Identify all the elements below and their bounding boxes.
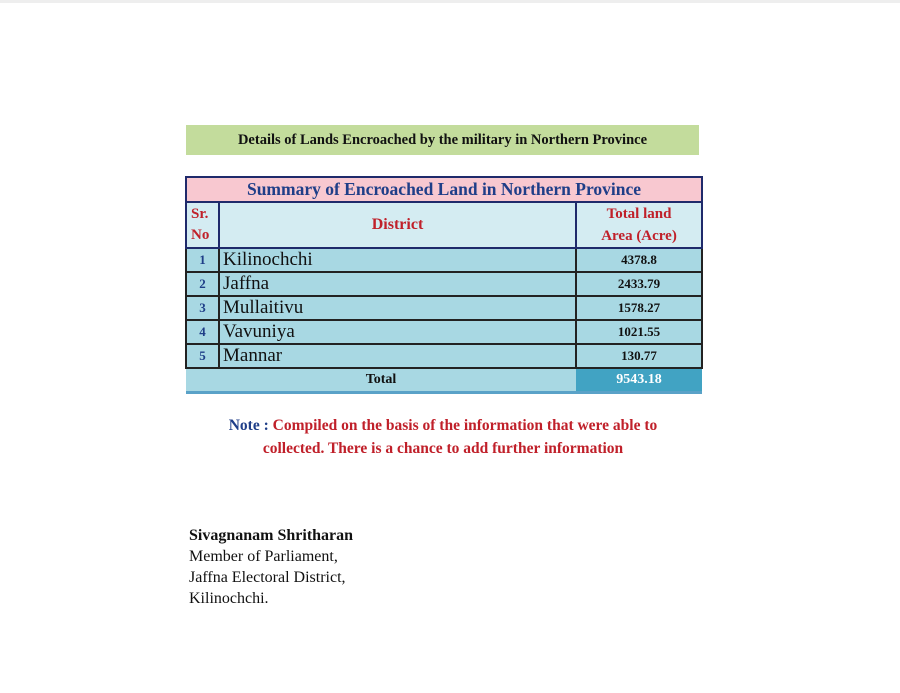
row-sr: 2: [186, 272, 219, 296]
signature-block: [189, 525, 353, 609]
table-row: [186, 320, 702, 344]
row-sr: 1: [186, 248, 219, 272]
table-row: [186, 344, 702, 368]
page-top-border: [0, 0, 900, 3]
row-district: Mullaitivu: [219, 296, 576, 320]
note-label: Note :: [228, 417, 269, 434]
total-row: [186, 368, 702, 393]
row-district: Mannar: [219, 344, 576, 368]
total-label: Total: [186, 368, 576, 393]
header-district: District: [219, 202, 576, 248]
row-district: Vavuniya: [219, 320, 576, 344]
note-line1: [185, 414, 701, 437]
row-district: Kilinochchi: [219, 248, 576, 272]
row-area: 130.77: [576, 344, 702, 368]
table-row: [186, 296, 702, 320]
signature-line1: Member of Parliament,: [189, 548, 338, 565]
row-sr: 5: [186, 344, 219, 368]
table-row: [186, 248, 702, 272]
table-row: [186, 272, 702, 296]
row-area: 1021.55: [576, 320, 702, 344]
signature-name: Sivagnanam Shritharan: [189, 527, 354, 544]
total-value: 9543.18: [576, 368, 702, 393]
row-area: 1578.27: [576, 296, 702, 320]
header-total-area: [576, 202, 702, 248]
row-sr: 4: [186, 320, 219, 344]
row-sr: 3: [186, 296, 219, 320]
note-text-line1: Compiled on the basis of the information that were able to: [272, 417, 658, 434]
note-text-line2: collected. There is a chance to add further information: [262, 440, 624, 457]
summary-table: [185, 176, 703, 394]
note: [185, 414, 701, 460]
table-caption: Summary of Encroached Land in Northern Province: [186, 177, 702, 202]
row-area: 2433.79: [576, 272, 702, 296]
header-sr-line1: Sr.: [191, 206, 209, 222]
header-sr-line2: No: [191, 227, 210, 243]
signature-line2: Jaffna Electoral District,: [189, 569, 346, 586]
row-district: Jaffna: [219, 272, 576, 296]
header-total-line2: Area (Acre): [601, 228, 677, 244]
header-total-line1: Total land: [606, 206, 672, 222]
document-title: Details of Lands Encroached by the military in Northern Province: [186, 125, 699, 155]
signature-line3: Kilinochchi.: [189, 590, 269, 607]
header-sr-no: [186, 202, 219, 248]
row-area: 4378.8: [576, 248, 702, 272]
